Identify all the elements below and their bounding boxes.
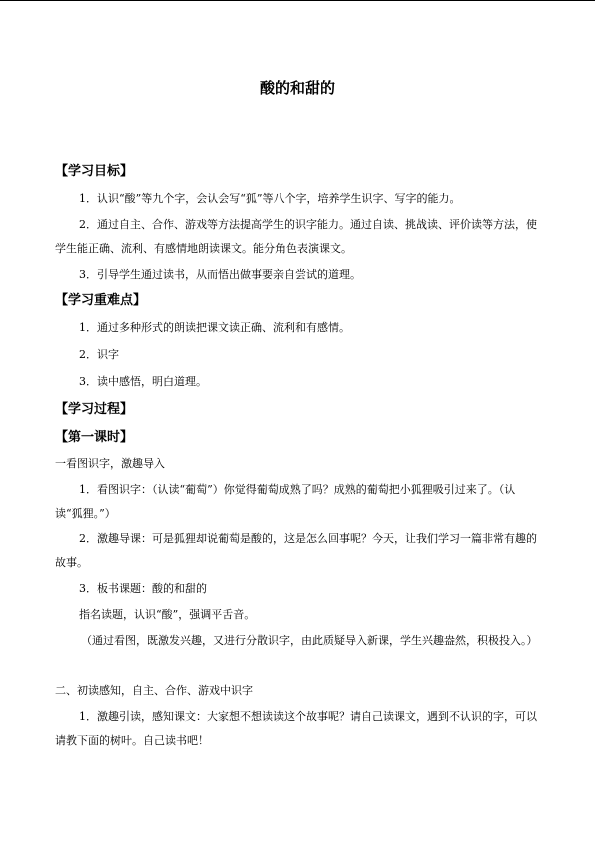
part2-item-1: 1．激趣引读，感知课文：大家想不想读读这个故事呢？请自己读课文，遇到不认识的字，可以请教下面的树叶。自己读书吧！ (55, 710, 537, 747)
part1-item-3: 3．板书课题：酸的和甜的 (79, 582, 207, 595)
part1-item-1: 1．看图识字：（认读“葡萄”）你觉得葡萄成熟了吗？成熟的葡萄把小狐狸吸引过来了。（认读“狐狸。”） (55, 483, 516, 520)
keypoint-item-3: 3．读中感悟，明白道理。 (79, 375, 207, 388)
goal-item-2: 2．通过自主、合作、游戏等方法提高学生的识字能力。通过自读、挑战读、评价读等方法，使学生能正确、流利、有感情地朗读课文。能分角色表演课文。 (55, 218, 537, 255)
teaching-remark: （通过看图，既激发兴趣，又进行分散识字，由此质疑导入新课，学生兴趣盎然，积极投入。） (81, 634, 538, 647)
goal-item-3: 3．引导学生通过读书，从而悟出做事要亲自尝试的道理。 (79, 268, 361, 281)
keypoint-item-2: 2．识字 (79, 348, 119, 361)
part1-title: 一看图识字，激趣导入 (55, 457, 165, 470)
keypoint-item-1: 1．通过多种形式的朗读把课文读正确、流利和有感情。 (79, 321, 350, 334)
goal-item-1: 1．认识“酸”等九个字，会认会写“狐”等八个字，培养学生识字、写字的能力。 (79, 192, 461, 205)
document-title: 酸的和甜的 (259, 79, 335, 97)
part1-item-2: 2．激趣导课：可是狐狸却说葡萄是酸的，这是怎么回事呢？今天，让我们学习一篇非常有趣的故事。 (55, 532, 537, 569)
read-note: 指名读题，认识“酸”，强调平舌音。 (79, 608, 256, 621)
heading-learning-goals: 【学习目标】 (55, 164, 134, 179)
heading-key-points: 【学习重难点】 (55, 293, 147, 308)
heading-learning-process: 【学习过程】 (55, 402, 134, 417)
heading-first-lesson: 【第一课时】 (55, 430, 134, 445)
part2-title: 二、初读感知，自主、合作、游戏中识字 (55, 684, 253, 697)
